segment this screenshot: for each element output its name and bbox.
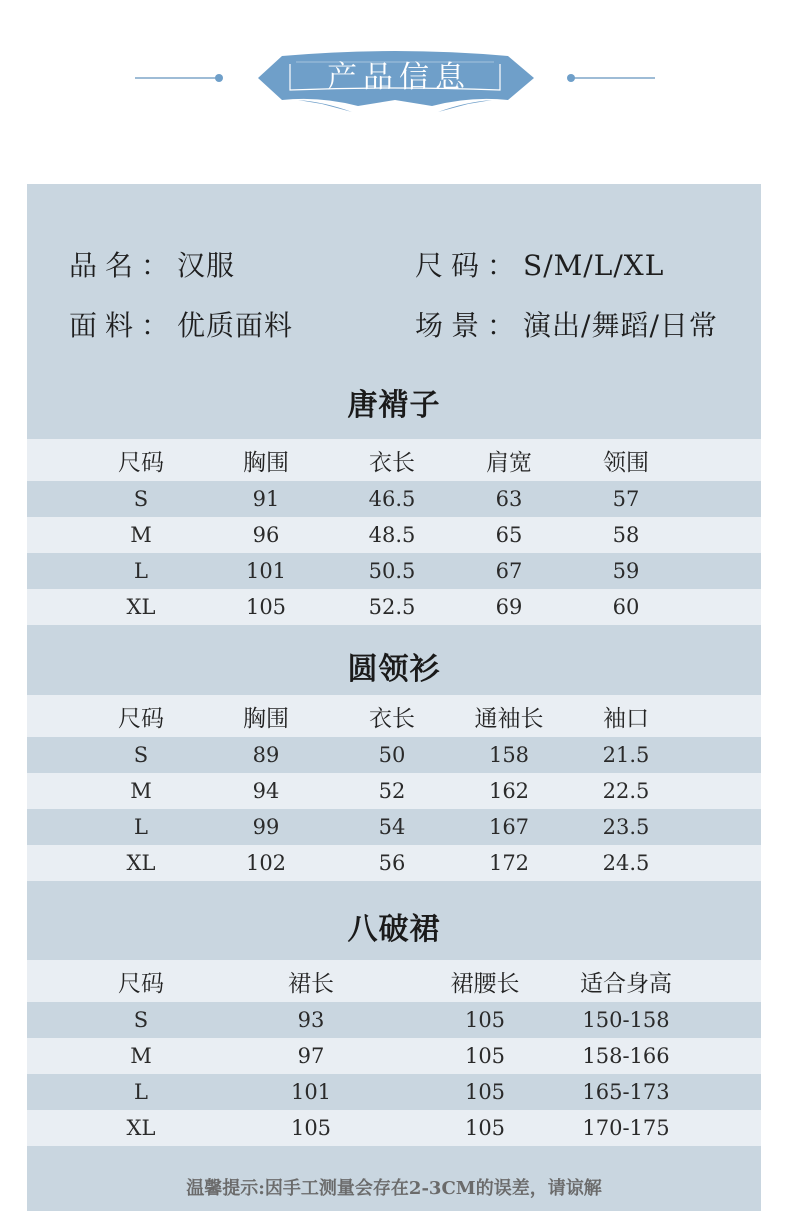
cell-height: 158-166 xyxy=(582,1044,670,1068)
cell-skirt-length: 105 xyxy=(290,1116,332,1140)
cell-chest: 105 xyxy=(245,595,287,619)
table-2-header-size: 尺码 xyxy=(118,705,164,732)
table-1-header-chest: 胸围 xyxy=(243,449,289,476)
banner-title: 产品信息 xyxy=(327,60,471,95)
table-1-header-size: 尺码 xyxy=(118,449,164,476)
table-3-header-row xyxy=(27,960,761,1002)
info-scene-value: 演出/舞蹈/日常 xyxy=(523,309,718,342)
cell-chest: 101 xyxy=(245,559,287,583)
cell-collar: 57 xyxy=(612,487,640,511)
cell-size: XL xyxy=(126,595,156,619)
table-row xyxy=(27,1110,761,1146)
cell-height: 170-175 xyxy=(582,1116,670,1140)
table-3-header-skirt-length: 裙长 xyxy=(288,970,334,997)
info-fabric xyxy=(69,304,293,344)
table-row xyxy=(27,773,761,809)
cell-waist-length: 105 xyxy=(464,1044,506,1068)
cell-length: 54 xyxy=(378,815,406,839)
cell-chest: 94 xyxy=(252,779,280,803)
cell-height: 150-158 xyxy=(582,1008,670,1032)
cell-collar: 60 xyxy=(612,595,640,619)
table-row xyxy=(27,1038,761,1074)
cell-cuff: 22.5 xyxy=(602,779,650,803)
cell-skirt-length: 93 xyxy=(297,1008,325,1032)
cell-chest: 99 xyxy=(252,815,280,839)
cell-skirt-length: 97 xyxy=(297,1044,325,1068)
cell-size: M xyxy=(130,523,152,547)
measurement-note: 温馨提示:因手工测量会存在2-3CM的误差，请谅解 xyxy=(186,1178,602,1199)
cell-size: XL xyxy=(126,851,156,875)
cell-sleeve-length: 172 xyxy=(488,851,530,875)
info-size-value: S/M/L/XL xyxy=(523,249,665,282)
table-row xyxy=(27,1002,761,1038)
cell-sleeve-length: 162 xyxy=(488,779,530,803)
table-2-title: 圆领衫 xyxy=(347,652,441,687)
table-row xyxy=(27,589,761,625)
cell-chest: 89 xyxy=(252,743,280,767)
table-1-header-shoulder: 肩宽 xyxy=(486,449,532,476)
table-2-header-sleeve-length: 通袖长 xyxy=(474,705,544,732)
cell-height: 165-173 xyxy=(582,1080,670,1104)
cell-sleeve-length: 158 xyxy=(488,743,530,767)
table-3-title: 八破裙 xyxy=(347,912,441,947)
cell-shoulder: 63 xyxy=(495,487,523,511)
cell-length: 50.5 xyxy=(368,559,416,583)
cell-length: 46.5 xyxy=(368,487,416,511)
cell-chest: 96 xyxy=(252,523,280,547)
cell-size: M xyxy=(130,779,152,803)
header-banner xyxy=(0,0,790,120)
cell-cuff: 24.5 xyxy=(602,851,650,875)
cell-shoulder: 69 xyxy=(495,595,523,619)
cell-waist-length: 105 xyxy=(464,1116,506,1140)
cell-length: 48.5 xyxy=(368,523,416,547)
cell-sleeve-length: 167 xyxy=(488,815,530,839)
cell-size: XL xyxy=(126,1116,156,1140)
table-3-header-height: 适合身高 xyxy=(580,970,672,997)
cell-size: S xyxy=(133,743,149,767)
cell-collar: 59 xyxy=(612,559,640,583)
table-2-header-row xyxy=(27,695,761,737)
table-1-header-length: 衣长 xyxy=(369,449,415,476)
cell-size: L xyxy=(134,559,148,583)
table-2-header-length: 衣长 xyxy=(369,705,415,732)
table-1-title: 唐褙子 xyxy=(347,388,441,423)
product-info-panel xyxy=(27,184,761,1211)
cell-length: 52.5 xyxy=(368,595,416,619)
cell-shoulder: 67 xyxy=(495,559,523,583)
table-row xyxy=(27,1074,761,1110)
table-2-header-cuff: 袖口 xyxy=(603,705,649,732)
table-1-header-row xyxy=(27,439,761,481)
table-row xyxy=(27,481,761,517)
info-fabric-value: 优质面料 xyxy=(177,309,294,342)
cell-skirt-length: 101 xyxy=(290,1080,332,1104)
table-row xyxy=(27,737,761,773)
table-2-header-chest: 胸围 xyxy=(243,705,289,732)
info-size-label: 尺码： xyxy=(415,249,524,282)
cell-size: L xyxy=(134,1080,148,1104)
cell-waist-length: 105 xyxy=(464,1008,506,1032)
table-row xyxy=(27,845,761,881)
cell-collar: 58 xyxy=(612,523,640,547)
table-row xyxy=(27,517,761,553)
info-fabric-label: 面料： xyxy=(69,309,178,342)
cell-chest: 91 xyxy=(252,487,280,511)
cell-length: 52 xyxy=(378,779,406,803)
cell-size: M xyxy=(130,1044,152,1068)
table-3-header-size: 尺码 xyxy=(118,970,164,997)
cell-waist-length: 105 xyxy=(464,1080,506,1104)
info-name-value: 汉服 xyxy=(177,249,236,282)
info-size xyxy=(415,244,664,284)
cell-chest: 102 xyxy=(245,851,287,875)
table-3-header-waist-length: 裙腰长 xyxy=(450,970,520,997)
cell-size: S xyxy=(133,487,149,511)
cell-cuff: 23.5 xyxy=(602,815,650,839)
table-1-header-collar: 领围 xyxy=(603,449,649,476)
cell-length: 50 xyxy=(378,743,406,767)
info-scene-label: 场景： xyxy=(415,309,524,342)
cell-size: L xyxy=(134,815,148,839)
cell-cuff: 21.5 xyxy=(602,743,650,767)
cell-size: S xyxy=(133,1008,149,1032)
table-row xyxy=(27,809,761,845)
cell-length: 56 xyxy=(378,851,406,875)
table-row xyxy=(27,553,761,589)
info-name xyxy=(69,244,235,284)
info-scene xyxy=(415,304,718,344)
info-name-label: 品名： xyxy=(69,249,178,282)
cell-shoulder: 65 xyxy=(495,523,523,547)
